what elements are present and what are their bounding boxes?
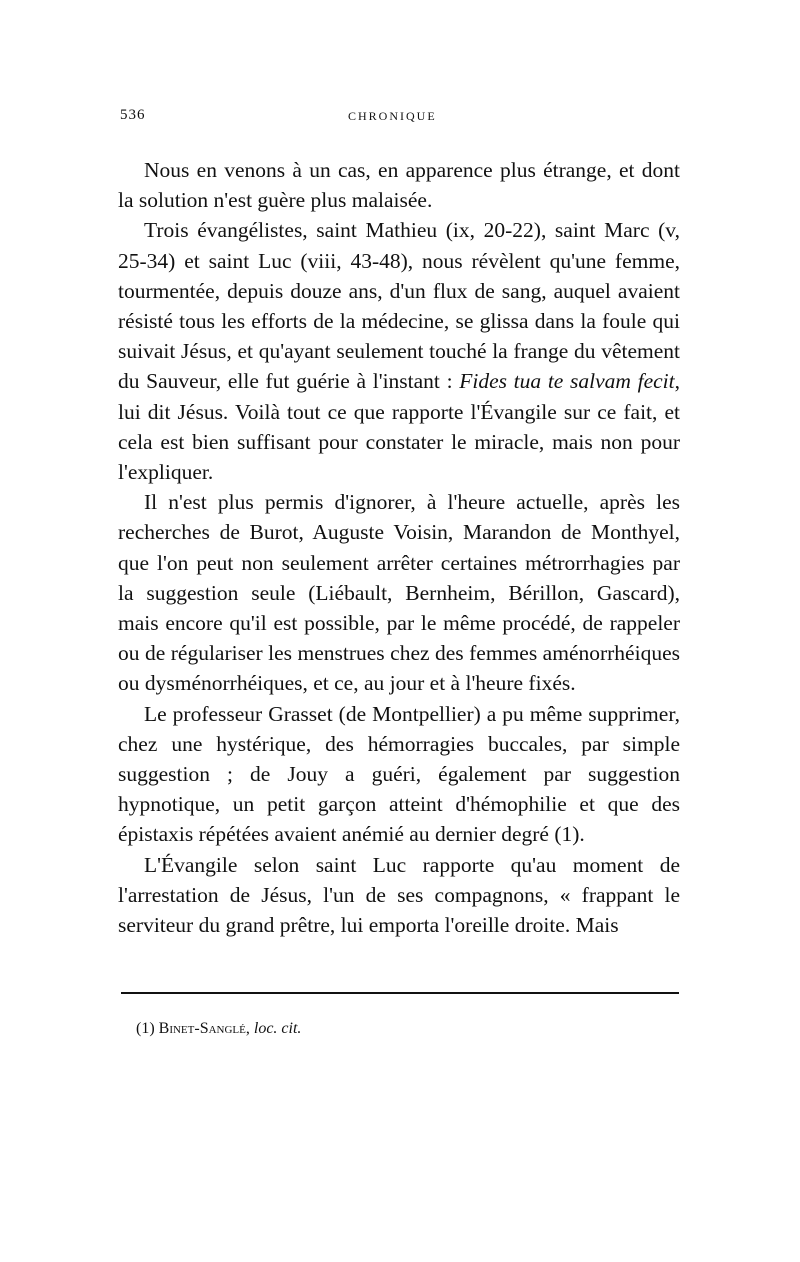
paragraph-1: Nous en venons à un cas, en apparence plus étrange, et dont la solution n'est guère plus malaisée.: [118, 158, 680, 213]
paragraph-2-text-a: Trois évangélistes, saint Mathieu (ix, 20-22), saint Marc (v, 25-34) et saint Luc (viii, 43-48), nous révèlent qu'une femme, tourmentée, depuis douze ans, d'un flux de sang, auquel avaient résisté tous les efforts de la médecine, se glissa dans la foule qui suivait Jésus, et qu'ayant seulement touché la frange du vêtement du Sauveur, elle fut guérie à l'instant :: [118, 218, 680, 394]
running-title: CHRONIQUE: [348, 109, 437, 123]
footnote-reference: loc. cit.: [253, 1020, 302, 1037]
paragraph-2: [118, 215, 680, 487]
running-head: [120, 107, 680, 131]
page-number: 536: [120, 107, 146, 123]
body-text: [118, 155, 680, 940]
footnote-author: Binet-Sanglé: [158, 1020, 246, 1037]
paragraph-2-text-b: , lui dit Jésus. Voilà tout ce que rapporte l'Évangile sur ce fait, et cela est bien suffisant pour constater le miracle, mais non pour l'expliquer.: [118, 369, 680, 485]
paragraph-5: L'Évangile selon saint Luc rapporte qu'au moment de l'arrestation de Jésus, l'un de ses compagnons, « frappant le serviteur du grand prêtre, lui emporta l'oreille droite. Mais: [118, 852, 680, 938]
latin-quote: Fides tua te salvam fecit: [459, 369, 675, 394]
footnote-comma: ,: [245, 1020, 254, 1037]
footnote-marker: (1): [136, 1020, 155, 1037]
footnote: [136, 1018, 301, 1040]
paragraph-4: Le professeur Grasset (de Montpellier) a pu même supprimer, chez une hystérique, des hémorragies buccales, par simple suggestion ; de Jouy a guéri, également par suggestion hypnotique, un petit garçon atteint d'hémophilie et que des épistaxis répétées avaient anémié au dernier degré (1).: [118, 701, 680, 847]
footnote-divider: [121, 992, 679, 994]
paragraph-3: Il n'est plus permis d'ignorer, à l'heure actuelle, après les recherches de Burot, Auguste Voisin, Marandon de Monthyel, que l'on peut non seulement arrêter certaines métrorrhagies par la suggestion seule (Liébault, Bernheim, Bérillon, Gascard), mais encore qu'il est possible, par le même procédé, de rappeler ou de régulariser les menstrues chez des femmes aménorrhéiques ou dysménorrhéiques, et ce, au jour et à l'heure fixés.: [118, 490, 680, 696]
